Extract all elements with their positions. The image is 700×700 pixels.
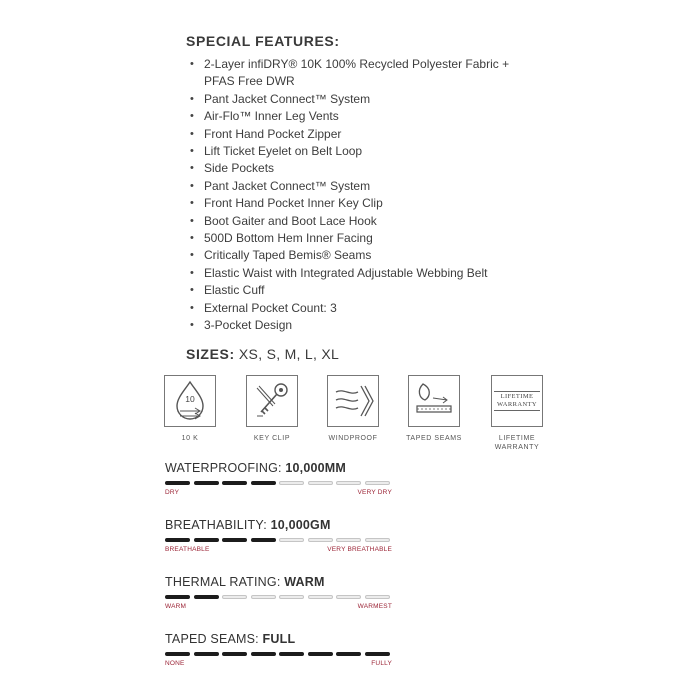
scale-high-label: VERY DRY	[357, 489, 392, 496]
windproof-icon	[327, 375, 379, 427]
rating-segment-empty	[336, 481, 361, 485]
rating-title	[165, 575, 395, 589]
rating-segment-empty	[336, 595, 361, 599]
icon-label-10k: 10 K	[181, 435, 199, 442]
feature-item: • Critically Taped Bemis® Seams	[188, 247, 518, 264]
feature-item: • Pant Jacket Connect™ System	[188, 91, 518, 108]
feature-item: • Front Hand Pocket Zipper	[188, 126, 518, 143]
rating-segment-filled	[279, 652, 304, 656]
icon-label-key-clip: KEY CLIP	[253, 435, 291, 442]
feature-item: • Air-Flo™ Inner Leg Vents	[188, 108, 518, 125]
rating-segment-filled	[365, 652, 390, 656]
sizes-label: SIZES:	[186, 346, 235, 362]
rating-waterproofing	[165, 461, 395, 499]
rating-bar	[165, 595, 395, 600]
rating-segment-filled	[194, 595, 219, 599]
rating-bar	[165, 538, 395, 543]
rating-segment-filled	[251, 538, 276, 542]
rating-scale	[165, 489, 395, 499]
feature-item: • 2-Layer infiDRY® 10K 100% Recycled Polyester Fabric + PFAS Free DWR	[188, 56, 518, 91]
feature-item: • Elastic Cuff	[188, 282, 518, 299]
feature-icon-key-clip	[244, 375, 300, 443]
waterproof-10k-icon	[164, 375, 216, 427]
rating-value: FULL	[262, 632, 296, 646]
lifetime-warranty-icon	[491, 375, 543, 427]
rating-segment-filled	[222, 481, 247, 485]
scale-high-label: FULLY	[371, 660, 392, 667]
special-features-heading: SPECIAL FEATURES:	[186, 33, 340, 49]
rating-name: BREATHABILITY:	[165, 518, 267, 532]
icon-label-lifetime-warranty: LIFETIME WARRANTY	[494, 435, 540, 451]
feature-item: • Elastic Waist with Integrated Adjustable Webbing Belt	[188, 265, 518, 282]
rating-segment-empty	[279, 538, 304, 542]
special-features-list	[188, 56, 518, 335]
rating-title	[165, 518, 395, 532]
rating-segment-filled	[251, 652, 276, 656]
feature-item: • 500D Bottom Hem Inner Facing	[188, 230, 518, 247]
rating-segment-empty	[365, 481, 390, 485]
rating-name: TAPED SEAMS:	[165, 632, 259, 646]
rating-bar	[165, 481, 395, 486]
rating-segment-empty	[308, 538, 333, 542]
rating-thermal	[165, 575, 395, 613]
rating-name: WATERPROOFING:	[165, 461, 282, 475]
taped-seams-icon	[408, 375, 460, 427]
rating-segment-empty	[308, 481, 333, 485]
rating-value: WARM	[284, 575, 325, 589]
rating-segment-filled	[165, 481, 190, 485]
icon-label-taped-seams: TAPED SEAMS	[406, 435, 462, 442]
rating-segment-empty	[222, 595, 247, 599]
rating-segment-filled	[165, 652, 190, 656]
rating-title	[165, 632, 395, 646]
rating-value: 10,000MM	[285, 461, 347, 475]
feature-item: • Front Hand Pocket Inner Key Clip	[188, 195, 518, 212]
feature-item: • Boot Gaiter and Boot Lace Hook	[188, 213, 518, 230]
feature-item: • External Pocket Count: 3	[188, 300, 518, 317]
rating-segment-empty	[365, 595, 390, 599]
icon-label-windproof: WINDPROOF	[328, 435, 378, 442]
feature-item: • Side Pockets	[188, 160, 518, 177]
rating-segment-filled	[194, 481, 219, 485]
rating-segment-empty	[279, 481, 304, 485]
feature-icon-10k	[162, 375, 218, 443]
rating-segment-filled	[194, 538, 219, 542]
rating-segment-empty	[279, 595, 304, 599]
sizes-line	[186, 346, 339, 362]
warranty-badge-text: LIFETIME WARRANTY	[494, 391, 540, 411]
rating-title	[165, 461, 395, 475]
feature-item: • Lift Ticket Eyelet on Belt Loop	[188, 143, 518, 160]
rating-segment-empty	[365, 538, 390, 542]
rating-segment-filled	[222, 538, 247, 542]
rating-bar	[165, 652, 395, 657]
rating-scale	[165, 660, 395, 670]
rating-scale	[165, 603, 395, 613]
feature-icon-taped-seams	[406, 375, 462, 443]
sizes-values: XS, S, M, L, XL	[238, 346, 340, 362]
rating-name: THERMAL RATING:	[165, 575, 281, 589]
scale-high-label: WARMEST	[357, 603, 392, 610]
scale-low-label: BREATHABLE	[165, 546, 210, 553]
scale-low-label: NONE	[165, 660, 185, 667]
scale-low-label: WARM	[165, 603, 187, 610]
feature-item: • Pant Jacket Connect™ System	[188, 178, 518, 195]
waterproof-badge-text: 10	[185, 394, 195, 404]
scale-high-label: VERY BREATHABLE	[327, 546, 392, 553]
rating-taped-seams	[165, 632, 395, 670]
rating-segment-empty	[308, 595, 333, 599]
rating-segment-filled	[194, 652, 219, 656]
rating-breathability	[165, 518, 395, 556]
feature-item: • 3-Pocket Design	[188, 317, 518, 334]
rating-segment-filled	[165, 595, 190, 599]
rating-segment-filled	[336, 652, 361, 656]
scale-low-label: DRY	[165, 489, 180, 496]
rating-segment-filled	[308, 652, 333, 656]
feature-icon-windproof	[325, 375, 381, 443]
rating-segment-filled	[251, 481, 276, 485]
rating-segment-filled	[165, 538, 190, 542]
rating-segment-empty	[251, 595, 276, 599]
rating-value: 10,000GM	[270, 518, 331, 532]
rating-segment-empty	[336, 538, 361, 542]
rating-scale	[165, 546, 395, 556]
rating-segment-filled	[222, 652, 247, 656]
feature-icon-lifetime-warranty	[489, 375, 545, 452]
key-clip-icon	[246, 375, 298, 427]
